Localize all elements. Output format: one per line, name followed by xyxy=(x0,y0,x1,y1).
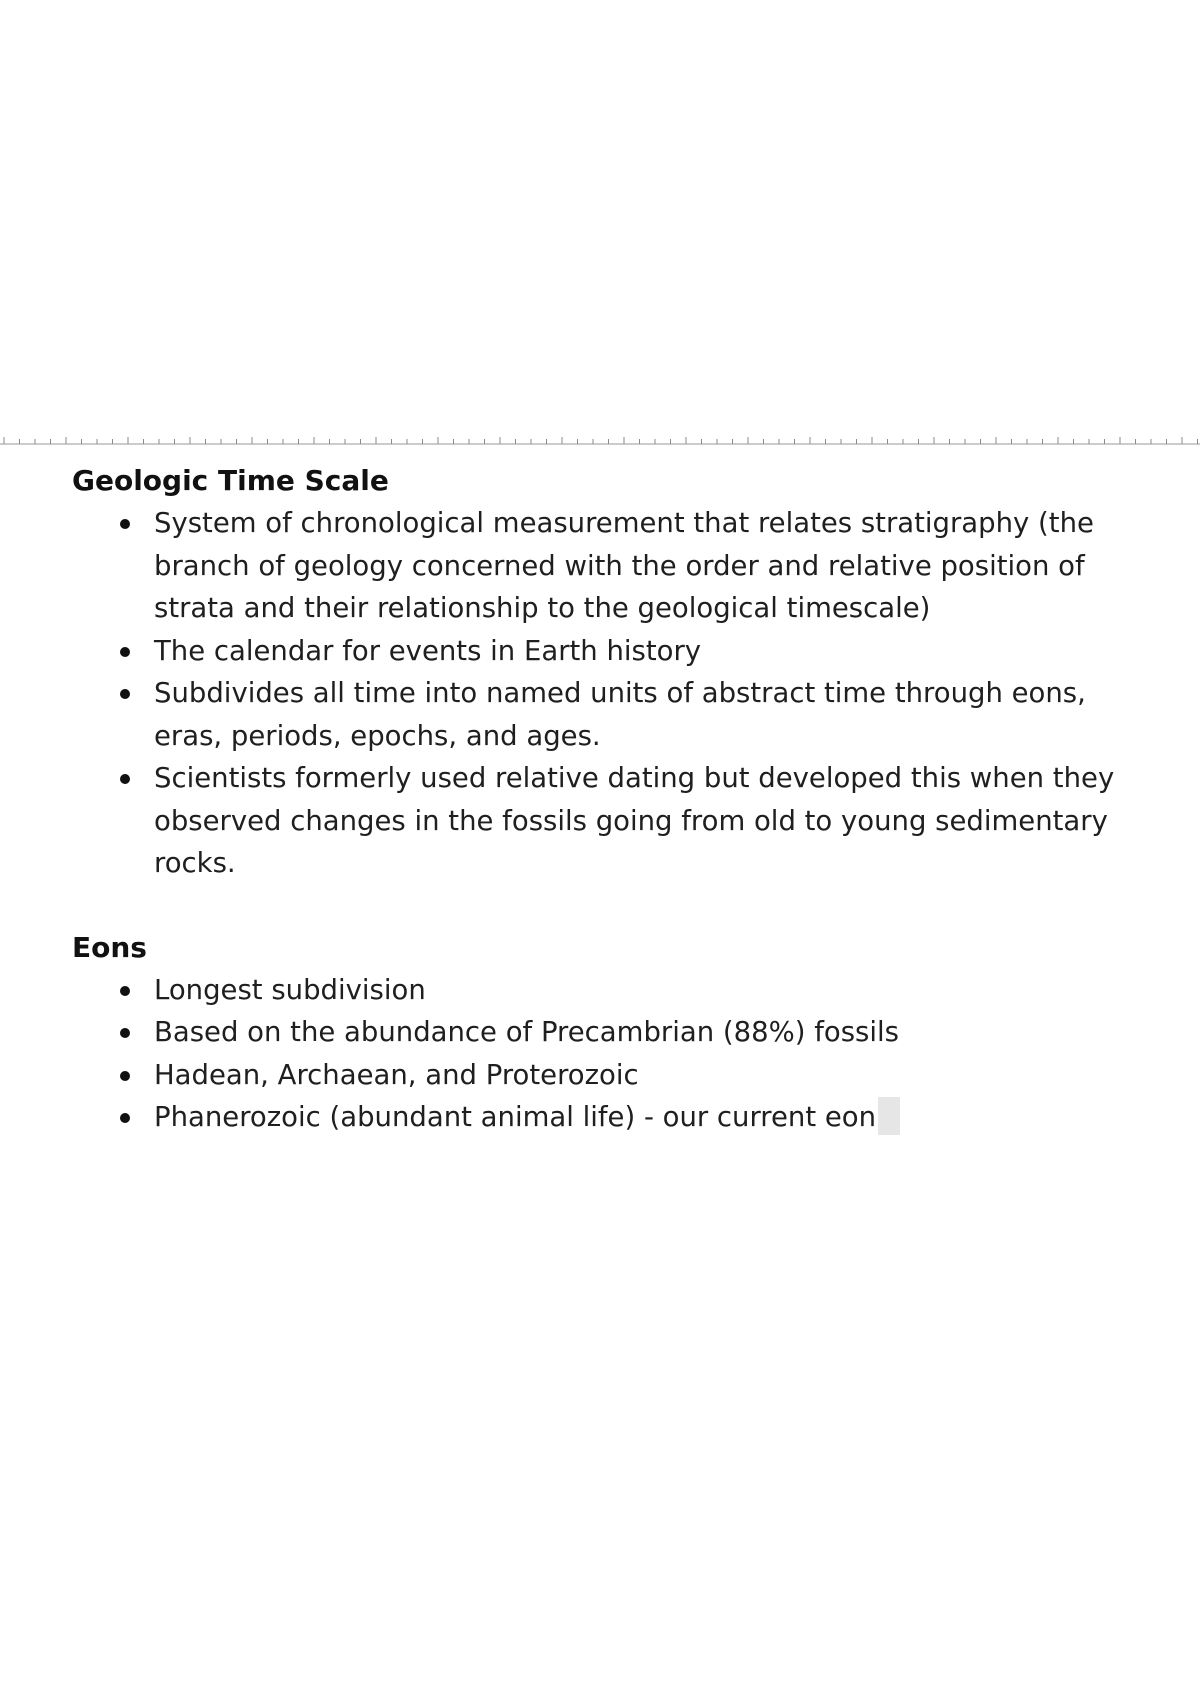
bullet-icon xyxy=(120,1071,130,1081)
bullet-icon xyxy=(120,774,130,784)
bullet-list xyxy=(72,969,1152,1139)
document-body xyxy=(72,460,1152,1139)
section-geologic-time-scale xyxy=(72,460,1152,885)
list-item-text: Scientists formerly used relative dating but developed this when they observed changes in the fossils going from old to young sedimentary rocks. xyxy=(154,762,1115,879)
bullet-icon xyxy=(120,647,130,657)
section-eons xyxy=(72,927,1152,1139)
list-item[interactable] xyxy=(72,1096,1152,1139)
section-heading: Eons xyxy=(72,930,147,964)
section-heading: Geologic Time Scale xyxy=(72,464,389,497)
text-cursor[interactable] xyxy=(878,1097,900,1135)
list-item xyxy=(72,1054,1152,1097)
ruler-ticks xyxy=(0,436,1200,450)
list-item-text: Subdivides all time into named units of abstract time through eons, eras, periods, epochs, and ages. xyxy=(154,677,1086,752)
list-item xyxy=(72,757,1152,885)
bullet-icon xyxy=(120,986,130,996)
list-item xyxy=(72,672,1152,757)
bullet-icon xyxy=(120,519,130,529)
list-item xyxy=(72,502,1152,630)
list-item-text: Hadean, Archaean, and Proterozoic xyxy=(154,1058,639,1091)
list-item xyxy=(72,1011,1152,1054)
list-item-text: Longest subdivision xyxy=(154,973,426,1006)
list-item xyxy=(72,630,1152,673)
section-spacer xyxy=(72,885,1152,927)
list-item-text: System of chronological measurement that relates stratigraphy (the branch of geology concerned with the order and relative position of strata and their relationship to the geological timescale) xyxy=(154,507,1094,624)
page-ruler xyxy=(0,436,1200,450)
bullet-icon xyxy=(120,1113,130,1123)
bullet-icon xyxy=(120,1028,130,1038)
list-item-text: Phanerozoic (abundant animal life) - our current eon xyxy=(154,1101,877,1133)
bullet-icon xyxy=(120,689,130,699)
bullet-list xyxy=(72,502,1152,885)
list-item-text: The calendar for events in Earth history xyxy=(154,634,702,667)
list-item-text: Based on the abundance of Precambrian (88%) fossils xyxy=(154,1016,899,1048)
list-item xyxy=(72,969,1152,1012)
